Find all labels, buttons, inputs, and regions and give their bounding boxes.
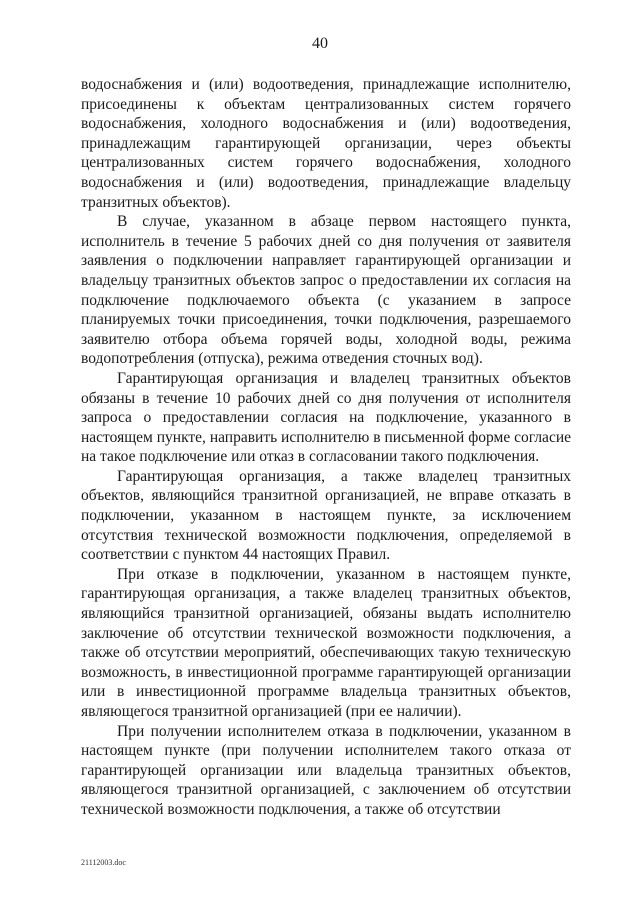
footer-filename: 21112003.doc xyxy=(81,858,126,867)
paragraph: При отказе в подключении, указанном в настоящем пункте, гарантирующая организация, а также владелец транзитных объектов, являющийся транзитной организацией, обязаны выдать исполнителю заключение об отсутствии технической возможности подключения, а также об отсутствии мероприятий, обеспечивающих такую техническую возможность, в инвестиционной программе гарантирующей организации или в инвестиционной программе владельца транзитных объектов, являющегося транзитной организацией (при ее наличии). xyxy=(81,565,571,720)
paragraph: При получении исполнителем отказа в подключении, указанном в настоящем пункте (при получении исполнителем такого отказа от гарантирующей организации или владельца транзитных объектов, являющегося транзитной организацией, с заключением об отсутствии технической возможности подключения, а также об отсутствии xyxy=(81,722,571,818)
document-body xyxy=(81,75,571,820)
paragraph: Гарантирующая организация и владелец транзитных объектов обязаны в течение 10 рабочих дней со дня получения от исполнителя запроса о предоставлении согласия на подключение, указанного в настоящем пункте, направить исполнителю в письменной форме согласие на такое подключение или отказ в согласовании такого подключения. xyxy=(81,369,571,466)
page-number: 40 xyxy=(312,35,328,52)
paragraph: Гарантирующая организация, а также владелец транзитных объектов, являющийся транзитной организацией, не вправе отказать в подключении, указанном в настоящем пункте, за исключением отсутствия технической возможности подключения, определяемой в соответствии с пунктом 44 настоящих Правил. xyxy=(81,467,571,564)
paragraph-continuation: водоснабжения и (или) водоотведения, принадлежащие исполнителю, присоединены к объектам централизованных систем горячего водоснабжения, холодного водоснабжения и (или) водоотведения, принадлежащим гарантирующей организации, через объекты централизованных систем горячего водоснабжения, холодного водоснабжения и (или) водоотведения, принадлежащие владельцу транзитных объектов). xyxy=(81,76,571,211)
paragraph: В случае, указанном в абзаце первом настоящего пункта, исполнитель в течение 5 рабочих дней со дня получения от заявителя заявления о подключении направляет гарантирующей организации и владельцу транзитных объектов запрос о предоставлении их согласия на подключение подключаемого объекта (с указанием в запросе планируемых точки присоединения, точки подключения, разрешаемого заявителю отбора объема горячей воды, холодной воды, режима водопотребления (отпуска), режима отведения сточных вод). xyxy=(81,213,571,368)
